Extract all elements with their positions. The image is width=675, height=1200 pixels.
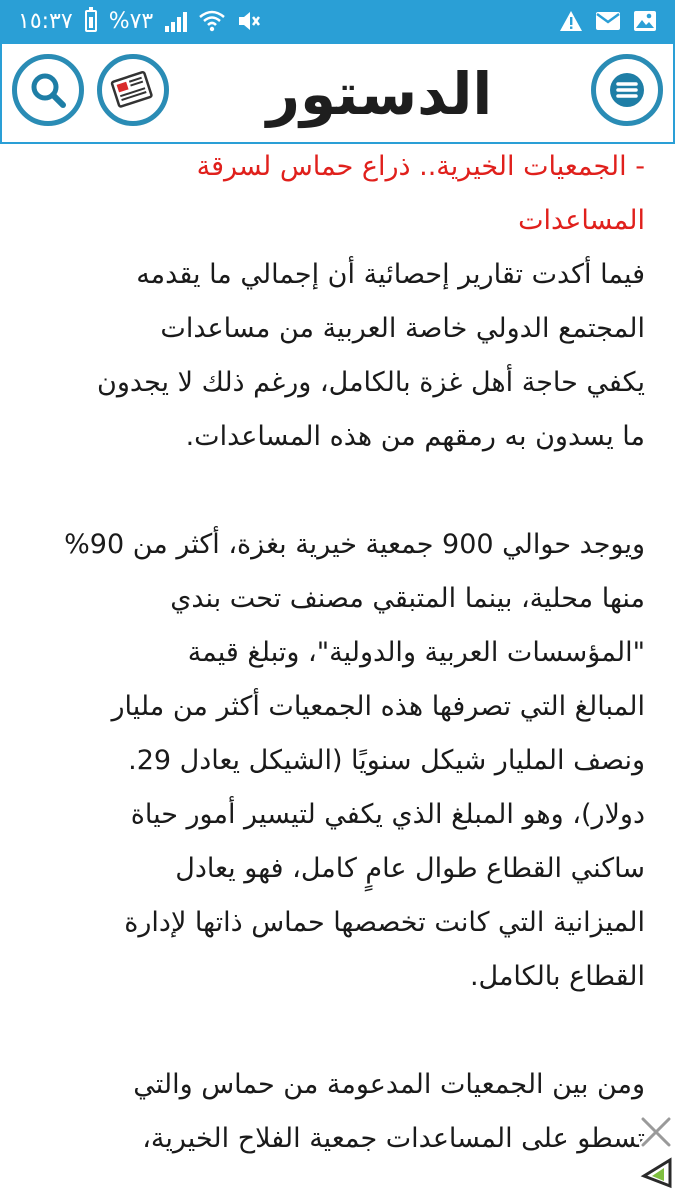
article-line: ما يسدون به رمقهم من هذه المساعدات. — [185, 421, 645, 452]
close-icon — [639, 1115, 673, 1149]
article-line: القطاع بالكامل. — [469, 961, 645, 992]
article-line: تسطو على المساعدات جمعية الفلاح الخيرية، — [142, 1123, 645, 1154]
menu-icon — [607, 70, 647, 110]
article-line: فيما أكدت تقارير إحصائية أن إجمالي ما يقدمه — [136, 259, 645, 290]
article-line: المبالغ التي تصرفها هذه الجمعيات أكثر من مليار — [111, 691, 645, 722]
article-line: دولار)، وهو المبلغ الذي يكفي لتيسير أمور حياة — [130, 799, 645, 830]
paragraph-gap — [30, 464, 645, 518]
article-subheading-line-1: - الجمعيات الخيرية.. ذراع حماس لسرقة — [196, 151, 645, 182]
wifi-icon — [199, 10, 225, 32]
article-line: ومن بين الجمعيات المدعومة من حماس والتي — [133, 1069, 645, 1100]
battery-percent: %٧٣ — [108, 8, 154, 34]
site-logo[interactable] — [266, 54, 493, 134]
article-line: منها محلية، بينما المتبقي مصنف تحت بندي — [170, 583, 645, 614]
status-right-group — [559, 10, 657, 32]
newspaper-icon — [109, 68, 157, 112]
article-line: "المؤسسات العربية والدولية"، وتبلغ قيمة — [187, 637, 645, 668]
article-line: ويوجد حوالي 900 جمعية خيرية بغزة، أكثر من 90% — [64, 529, 645, 560]
article-subheading-line-2: المساعدات — [518, 205, 645, 236]
battery-icon — [85, 10, 97, 32]
image-icon — [633, 10, 657, 32]
warning-icon — [559, 10, 583, 32]
site-header — [0, 42, 675, 144]
ad-close-button[interactable] — [638, 1110, 674, 1154]
article-line: يكفي حاجة أهل غزة بالكامل، ورغم ذلك لا يجدون — [97, 367, 645, 398]
ad-info-icon[interactable] — [640, 1156, 674, 1190]
status-bar — [0, 0, 675, 42]
signal-icon — [165, 10, 187, 32]
mail-icon — [595, 11, 621, 31]
search-icon — [28, 70, 68, 110]
article-line: الميزانية التي كانت تخصصها حماس ذاتها لإدارة — [124, 907, 645, 938]
article-line: ونصف المليار شيكل سنويًا (الشيكل يعادل 29. — [128, 745, 645, 776]
status-time: ١٥:٣٧ — [18, 8, 73, 34]
status-left-group — [18, 9, 261, 34]
article-line: المجتمع الدولي خاصة العربية من مساعدات — [160, 313, 645, 344]
logo-text: الدستور — [266, 60, 493, 128]
menu-button[interactable] — [591, 54, 663, 126]
search-button[interactable] — [12, 54, 84, 126]
mute-icon — [237, 10, 261, 32]
article-body — [30, 140, 645, 1200]
newspaper-button[interactable] — [97, 54, 169, 126]
paragraph-gap — [30, 1004, 645, 1058]
article-line: ساكني القطاع طوال عامٍ كامل، فهو يعادل — [175, 853, 645, 884]
